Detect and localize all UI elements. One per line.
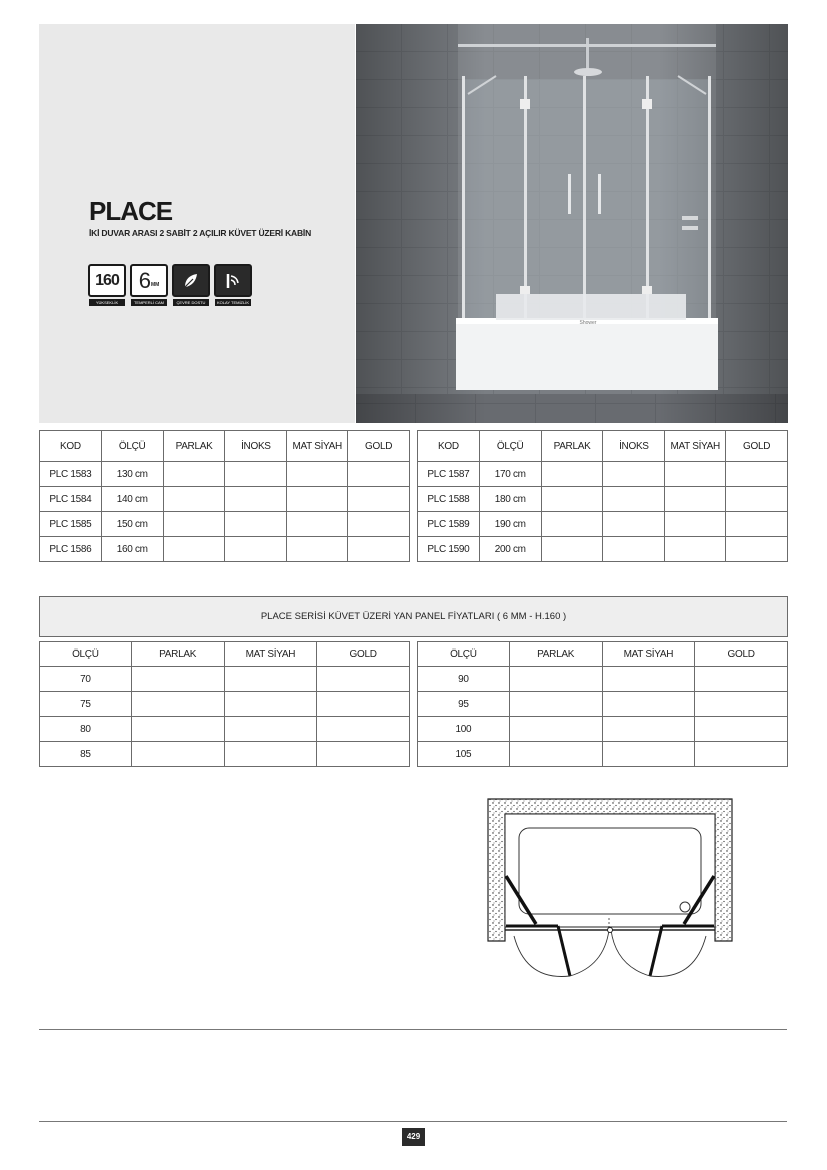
cell-empty bbox=[225, 462, 287, 487]
cell-empty bbox=[603, 512, 665, 537]
table-header-row bbox=[40, 431, 410, 462]
table-row bbox=[40, 487, 410, 512]
cell-empty bbox=[665, 537, 726, 562]
cell-code: PLC 1588 bbox=[418, 487, 480, 512]
cell-empty bbox=[541, 487, 603, 512]
cell-empty bbox=[603, 487, 665, 512]
cell-empty bbox=[163, 462, 225, 487]
col-mat-siyah: MAT SİYAH bbox=[224, 642, 317, 667]
table-row bbox=[40, 742, 410, 767]
cell-empty bbox=[224, 717, 317, 742]
cell-code: PLC 1590 bbox=[418, 537, 480, 562]
col-olcu: ÖLÇÜ bbox=[479, 431, 541, 462]
side-panel-table-left bbox=[39, 641, 410, 767]
cell-empty bbox=[225, 487, 287, 512]
cell-empty bbox=[131, 717, 224, 742]
cell-empty bbox=[163, 512, 225, 537]
feature-badges bbox=[89, 264, 251, 306]
table-row bbox=[418, 667, 788, 692]
cell-size: 75 bbox=[40, 692, 132, 717]
col-mat-siyah: MAT SİYAH bbox=[602, 642, 695, 667]
cell-empty bbox=[317, 717, 410, 742]
col-parlak: PARLAK bbox=[131, 642, 224, 667]
cell-size: 170 cm bbox=[479, 462, 541, 487]
glass-thickness-icon bbox=[130, 264, 168, 297]
floor-plan-diagram bbox=[486, 796, 736, 991]
cell-empty bbox=[695, 692, 788, 717]
col-kod: KOD bbox=[418, 431, 480, 462]
cell-empty bbox=[665, 512, 726, 537]
footer-divider-top bbox=[39, 1029, 787, 1030]
cell-size: 100 bbox=[418, 717, 510, 742]
table-row bbox=[418, 462, 788, 487]
table-row bbox=[40, 667, 410, 692]
col-olcu: ÖLÇÜ bbox=[101, 431, 163, 462]
cell-size: 150 cm bbox=[101, 512, 163, 537]
cell-empty bbox=[541, 462, 603, 487]
table-row bbox=[40, 537, 410, 562]
col-gold: GOLD bbox=[348, 431, 410, 462]
table-row bbox=[40, 717, 410, 742]
cell-size: 105 bbox=[418, 742, 510, 767]
eco-leaf-icon bbox=[172, 264, 210, 297]
cell-size: 80 bbox=[40, 717, 132, 742]
cell-empty bbox=[695, 667, 788, 692]
table-row bbox=[418, 742, 788, 767]
cell-empty bbox=[348, 537, 410, 562]
col-inoks: İNOKS bbox=[225, 431, 287, 462]
page-number: 429 bbox=[402, 1128, 425, 1146]
cell-code: PLC 1585 bbox=[40, 512, 102, 537]
hero-info-panel bbox=[39, 24, 355, 423]
cell-empty bbox=[131, 667, 224, 692]
table-header-row bbox=[418, 642, 788, 667]
product-subtitle: İKİ DUVAR ARASI 2 SABİT 2 AÇILIR KÜVET ÜZERİ KABİN bbox=[89, 228, 312, 238]
col-parlak: PARLAK bbox=[509, 642, 602, 667]
cell-empty bbox=[695, 742, 788, 767]
col-parlak: PARLAK bbox=[163, 431, 225, 462]
cell-empty bbox=[602, 717, 695, 742]
cell-empty bbox=[509, 742, 602, 767]
col-parlak: PARLAK bbox=[541, 431, 603, 462]
table-row bbox=[418, 717, 788, 742]
badge-eco-caption: ÇEVRE DOSTU bbox=[173, 299, 209, 306]
col-olcu: ÖLÇÜ bbox=[40, 642, 132, 667]
table-header-row bbox=[418, 431, 788, 462]
cell-empty bbox=[131, 742, 224, 767]
cell-empty bbox=[726, 487, 788, 512]
cell-empty bbox=[541, 512, 603, 537]
cell-empty bbox=[509, 667, 602, 692]
badge-glass-unit: MM bbox=[150, 281, 160, 288]
codes-table-right bbox=[417, 430, 788, 562]
col-mat-siyah: MAT SİYAH bbox=[665, 431, 726, 462]
cell-size: 140 cm bbox=[101, 487, 163, 512]
cell-empty bbox=[603, 537, 665, 562]
table-row bbox=[418, 692, 788, 717]
cell-size: 95 bbox=[418, 692, 510, 717]
cell-size: 180 cm bbox=[479, 487, 541, 512]
cell-empty bbox=[348, 487, 410, 512]
cell-code: PLC 1583 bbox=[40, 462, 102, 487]
cell-empty bbox=[287, 512, 348, 537]
col-gold: GOLD bbox=[695, 642, 788, 667]
cell-empty bbox=[665, 462, 726, 487]
table-header-row bbox=[40, 642, 410, 667]
side-panel-table-right bbox=[417, 641, 788, 767]
table-row bbox=[418, 487, 788, 512]
badge-height-caption: YÜKSEKLİK bbox=[89, 299, 125, 306]
cell-empty bbox=[225, 537, 287, 562]
cell-empty bbox=[726, 512, 788, 537]
cell-size: 160 cm bbox=[101, 537, 163, 562]
table-row bbox=[40, 462, 410, 487]
cell-empty bbox=[287, 537, 348, 562]
badge-glass-value: 6 bbox=[138, 267, 151, 293]
table-row bbox=[418, 537, 788, 562]
photo-brand-text: Shower bbox=[579, 320, 597, 326]
table-row bbox=[40, 692, 410, 717]
cell-empty bbox=[317, 742, 410, 767]
cell-empty bbox=[726, 462, 788, 487]
cell-code: PLC 1587 bbox=[418, 462, 480, 487]
cell-empty bbox=[224, 692, 317, 717]
cell-empty bbox=[695, 717, 788, 742]
cell-empty bbox=[348, 462, 410, 487]
cell-code: PLC 1584 bbox=[40, 487, 102, 512]
badge-height-value: 160 bbox=[95, 271, 119, 289]
badge-clean bbox=[215, 264, 251, 306]
cell-size: 130 cm bbox=[101, 462, 163, 487]
badge-glass bbox=[131, 264, 167, 306]
codes-table-left bbox=[39, 430, 410, 562]
cell-empty bbox=[602, 692, 695, 717]
product-photo bbox=[356, 24, 788, 423]
cell-empty bbox=[131, 692, 224, 717]
col-kod: KOD bbox=[40, 431, 102, 462]
cell-empty bbox=[224, 742, 317, 767]
cell-code: PLC 1589 bbox=[418, 512, 480, 537]
cell-code: PLC 1586 bbox=[40, 537, 102, 562]
cell-empty bbox=[509, 717, 602, 742]
cell-empty bbox=[225, 512, 287, 537]
side-panel-title: PLACE SERİSİ KÜVET ÜZERİ YAN PANEL FİYATLARI ( 6 MM - H.160 ) bbox=[39, 596, 788, 637]
cell-empty bbox=[287, 487, 348, 512]
cell-size: 190 cm bbox=[479, 512, 541, 537]
cell-size: 70 bbox=[40, 667, 132, 692]
col-gold: GOLD bbox=[317, 642, 410, 667]
product-title: PLACE bbox=[89, 196, 173, 226]
cell-empty bbox=[163, 537, 225, 562]
badge-eco bbox=[173, 264, 209, 306]
cell-size: 85 bbox=[40, 742, 132, 767]
col-inoks: İNOKS bbox=[603, 431, 665, 462]
cell-empty bbox=[603, 462, 665, 487]
badge-glass-caption: TEMPERLİ CAM bbox=[131, 299, 167, 306]
cell-empty bbox=[665, 487, 726, 512]
col-mat-siyah: MAT SİYAH bbox=[287, 431, 348, 462]
badge-clean-caption: KOLAY TEMİZLİK bbox=[216, 300, 249, 305]
cell-empty bbox=[726, 537, 788, 562]
badge-height bbox=[89, 264, 125, 306]
col-olcu: ÖLÇÜ bbox=[418, 642, 510, 667]
cell-empty bbox=[602, 667, 695, 692]
cell-empty bbox=[602, 742, 695, 767]
cell-empty bbox=[541, 537, 603, 562]
cell-empty bbox=[163, 487, 225, 512]
cell-empty bbox=[509, 692, 602, 717]
cell-empty bbox=[348, 512, 410, 537]
cell-empty bbox=[224, 667, 317, 692]
height-icon bbox=[88, 264, 126, 297]
cell-empty bbox=[287, 462, 348, 487]
easy-clean-icon bbox=[214, 264, 252, 297]
col-gold: GOLD bbox=[726, 431, 788, 462]
cell-size: 200 cm bbox=[479, 537, 541, 562]
table-row bbox=[418, 512, 788, 537]
cell-empty bbox=[317, 667, 410, 692]
footer-divider-bottom bbox=[39, 1121, 787, 1122]
table-row bbox=[40, 512, 410, 537]
cell-size: 90 bbox=[418, 667, 510, 692]
cell-empty bbox=[317, 692, 410, 717]
